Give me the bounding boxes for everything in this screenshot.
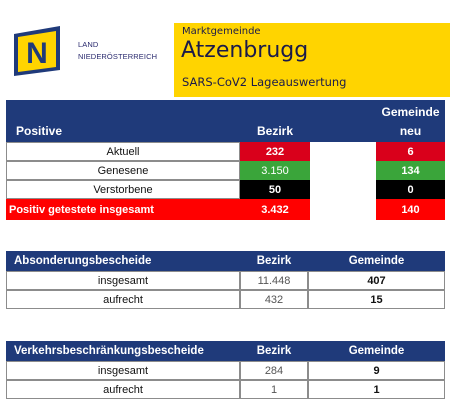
verkehr-bezirk-aufrecht: 1 (240, 380, 308, 399)
positive-col-gemeinde: Gemeinde (376, 104, 445, 120)
niederoesterreich-logo (14, 26, 60, 76)
municipality-type: Marktgemeinde (182, 26, 261, 37)
absonderung-title: Absonderungsbescheide (6, 251, 240, 271)
land-line1: LAND (78, 40, 99, 49)
municipality-name: Atzenbrugg (181, 38, 309, 63)
positive-title: Positive (12, 123, 132, 139)
verkehr-title: Verkehrsbeschränkungsbescheide (6, 341, 240, 361)
absonderung-row-label-aufrecht: aufrecht (6, 290, 240, 309)
gemeinde-insgesamt: 140 (376, 199, 445, 220)
row-label-insgesamt: Positiv getestete insgesamt (6, 199, 240, 220)
land-line2: NIEDERÖSTERREICH (78, 52, 158, 61)
gemeinde-verstorbene: 0 (376, 180, 445, 199)
title-banner (174, 23, 450, 97)
row-label-verstorbene: Verstorbene (6, 180, 240, 199)
positive-col-neu: neu (376, 123, 445, 139)
verkehr-bezirk-insgesamt: 284 (240, 361, 308, 380)
gemeinde-genesene: 134 (376, 161, 445, 180)
verkehr-row-label-insgesamt: insgesamt (6, 361, 240, 380)
absonderung-gemeinde-aufrecht: 15 (308, 290, 445, 309)
verkehr-row-label-aufrecht: aufrecht (6, 380, 240, 399)
absonderung-col-bezirk: Bezirk (240, 251, 308, 271)
land-label (78, 39, 157, 63)
verkehr-col-gemeinde: Gemeinde (308, 341, 445, 361)
row-label-aktuell: Aktuell (6, 142, 240, 161)
logo-letter: N (26, 37, 48, 70)
verkehr-gemeinde-aufrecht: 1 (308, 380, 445, 399)
bezirk-verstorbene: 50 (240, 180, 310, 199)
verkehr-col-bezirk: Bezirk (240, 341, 308, 361)
absonderung-gemeinde-insgesamt: 407 (308, 271, 445, 290)
gemeinde-aktuell: 6 (376, 142, 445, 161)
bezirk-genesene: 3.150 (240, 161, 310, 180)
report-subtitle: SARS-CoV2 Lageauswertung (182, 75, 347, 89)
verkehr-gemeinde-insgesamt: 9 (308, 361, 445, 380)
absonderung-col-gemeinde: Gemeinde (308, 251, 445, 271)
positive-col-bezirk: Bezirk (240, 123, 310, 139)
bezirk-insgesamt: 3.432 (240, 199, 310, 220)
bezirk-aktuell: 232 (240, 142, 310, 161)
absonderung-bezirk-insgesamt: 11.448 (240, 271, 308, 290)
row-label-genesene: Genesene (6, 161, 240, 180)
absonderung-bezirk-aufrecht: 432 (240, 290, 308, 309)
absonderung-row-label-insgesamt: insgesamt (6, 271, 240, 290)
